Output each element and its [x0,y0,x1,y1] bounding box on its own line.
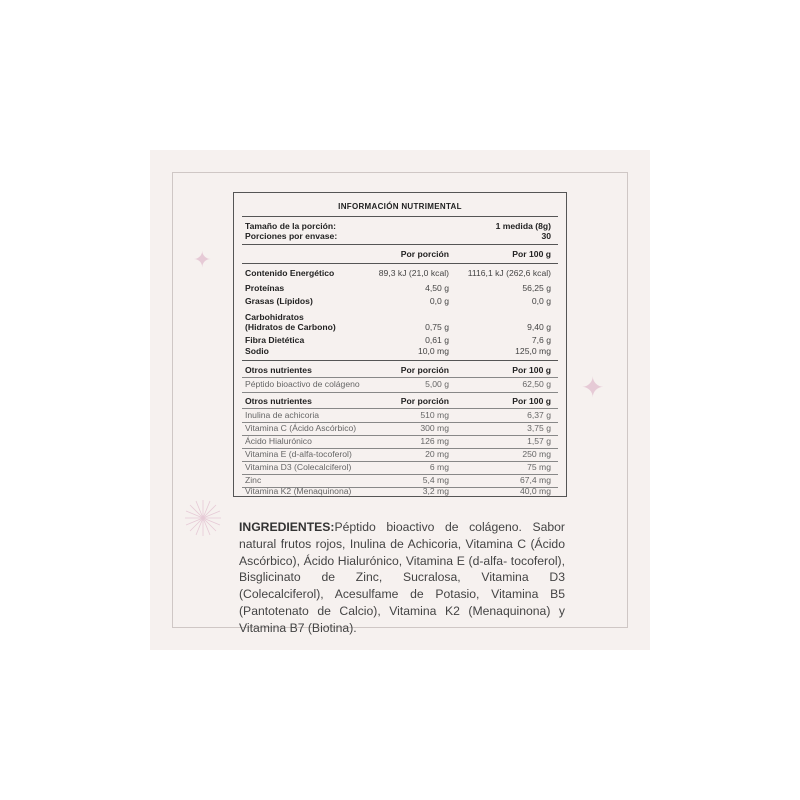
other-nutrient-per-100: 75 mg [527,462,551,472]
other-nutrient-name: Inulina de achicoria [245,410,320,420]
other-nutrient-per-100: 67,4 mg [519,475,551,485]
ingredients-label: INGREDIENTES: [239,520,335,534]
nutrient-name: Carbohidratos [245,312,304,322]
nutrient-name: Sodio [245,346,269,356]
other-nutrient-name: Vitamina K2 (Menaquinona) [245,486,352,496]
sparkle-icon: ✦ [193,247,212,272]
servings-label: Porciones por envase: [245,231,338,241]
other-nutrient-name: Zinc [245,475,262,485]
nutrient-per-100: 1116,1 kJ (262,6 kcal) [467,268,551,278]
other-nutrient-per-portion: 5,4 mg [422,475,449,485]
nutrient-per-100: 56,25 g [522,283,551,293]
other-nutrient-name: Vitamina C (Ácido Ascórbico) [245,423,357,433]
sparkle-icon: ✦ [581,372,605,403]
other-nutrient-per-portion: 126 mg [420,436,449,446]
other-nutrients-header: Otros nutrientes [245,396,312,406]
nutrient-per-100: 125,0 mg [515,346,551,356]
nutrient-name: Proteínas [245,283,285,293]
nutrient-per-100: 7,6 g [531,335,551,345]
other-header-per-portion: Por porción [400,365,449,375]
divider [242,216,558,217]
other-nutrients-header: Otros nutrientes [245,365,312,375]
other-nutrient-per-portion: 510 mg [420,410,449,420]
other-header-per-100: Por 100 g [512,365,551,375]
servings-value: 30 [541,231,551,241]
other-nutrient-per-100: 3,75 g [527,423,551,433]
other-header-per-100: Por 100 g [512,396,551,406]
peptide-name: Péptido bioactivo de colágeno [245,379,360,389]
nutrient-per-portion: 0,61 g [425,335,449,345]
nutrient-name: Fibra Dietética [245,335,305,345]
table-title: INFORMACIÓN NUTRIMENTAL [338,202,462,211]
divider [242,408,558,409]
nutrient-per-100: 9,40 g [527,322,551,332]
divider [242,377,558,378]
serving-size-label: Tamaño de la porción: [245,221,337,231]
starburst-icon [183,498,223,538]
divider [242,474,558,475]
other-nutrient-name: Vitamina E (d-alfa-tocoferol) [245,449,352,459]
serving-size-value: 1 medida (8g) [495,221,551,231]
header-per-100: Por 100 g [512,249,551,259]
peptide-per-100: 62,50 g [522,379,551,389]
nutrient-per-portion: 4,50 g [425,283,449,293]
nutrient-per-100: 0,0 g [531,296,551,306]
other-nutrient-name: Vitamina D3 (Colecalciferol) [245,462,352,472]
divider [242,263,558,264]
divider [242,244,558,245]
nutrient-per-portion: 0,0 g [429,296,449,306]
nutrient-name: Grasas (Lípidos) [245,296,313,306]
header-per-portion: Por porción [400,249,449,259]
other-nutrient-name: Ácido Hialurónico [245,436,312,446]
other-nutrient-per-portion: 300 mg [420,423,449,433]
other-nutrient-per-100: 6,37 g [527,410,551,420]
peptide-per-portion: 5,00 g [425,379,449,389]
other-nutrient-per-100: 250 mg [522,449,551,459]
nutrient-per-portion: 0,75 g [425,322,449,332]
nutrient-per-portion: 10,0 mg [417,346,449,356]
nutrient-name-line2: (Hidratos de Carbono) [245,322,336,332]
ingredients-text: Péptido bioactivo de colágeno. Sabor natural frutos rojos, Inulina de Achicoria, Vitamina C (Ácido Ascórbico), Ácido Hialurónico, Vitamina E (d-alfa- tocoferol), Bisglicinato de Zinc, Sucralosa, Vitamina D3 (Colecalciferol), Acesulfame de Potasio, Vitamina B5 (Pantotenato de Calcio), Vitamina K2 (Menaquinona) y Vitamina B7 (Biotina). [239,520,565,635]
nutrition-table [233,192,567,497]
other-nutrient-per-portion: 20 mg [425,449,449,459]
divider [242,360,558,361]
other-nutrient-per-portion: 6 mg [429,462,449,472]
other-nutrient-per-portion: 3,2 mg [422,486,449,496]
ingredients-paragraph [239,519,565,637]
other-header-per-portion: Por porción [400,396,449,406]
divider [242,392,558,393]
other-nutrient-per-100: 40,0 mg [519,486,551,496]
nutrient-name: Contenido Energético [245,268,335,278]
nutrient-per-portion: 89,3 kJ (21,0 kcal) [378,268,449,278]
other-nutrient-per-100: 1,57 g [527,436,551,446]
